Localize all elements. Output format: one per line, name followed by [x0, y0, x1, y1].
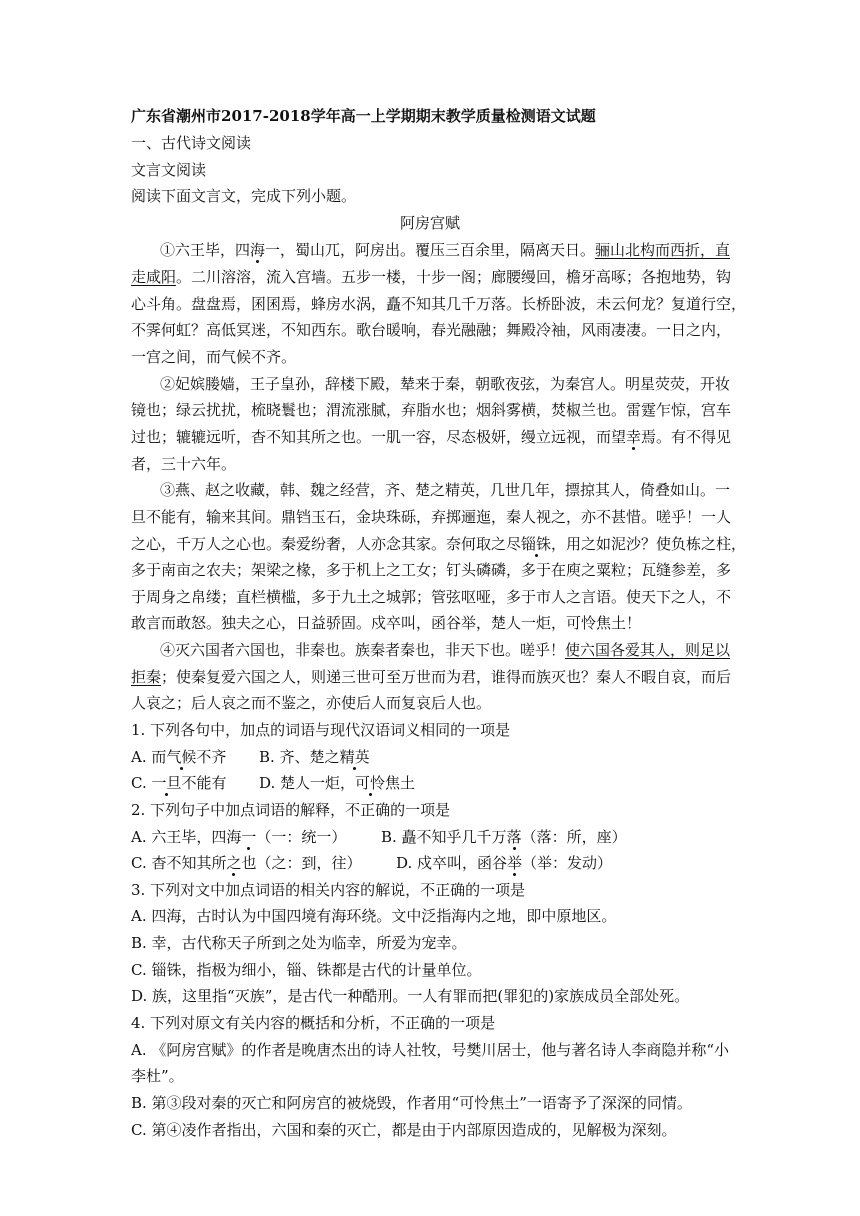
dotted-word: 精英 [339, 748, 370, 766]
instruction-text: 阅读下面文言文，完成下列小题。 [131, 187, 357, 205]
question-4-option-c: C. 第④凌作者指出，六国和秦的灭亡，都是由于内部原因造成的，见解极为深刻。 [131, 1121, 677, 1139]
paragraph-3-line-2: 旦不能有，输来其间。鼎铛玉石，金块珠砾，弃掷逦迤，秦人视之，亦不甚惜。嗟乎！一人 [131, 508, 732, 526]
dotted-word: 落 [506, 828, 522, 846]
dotted-word: 幸 [626, 428, 642, 446]
question-1-option-a: A. 而气候不齐 [131, 748, 227, 766]
section-heading: 一、古代诗文阅读 [131, 134, 252, 152]
dotted-word: 之 [226, 854, 242, 872]
paragraph-2-line-3: 过也；辘辘远听，杳不知其所之也。一肌一容，尽态极妍，缦立远视，而望幸焉。有不得见 [131, 428, 732, 446]
paragraph-3-line-4: 多于南亩之农夫；架梁之椽，多于机上之工女；钉头磷磷，多于在庾之粟粒；瓦缝参差，多 [131, 561, 732, 579]
paragraph-3-line-6: 敢言而敢怒。独夫之心，日益骄固。戍卒叫，函谷举，楚人一炬，可怜焦土！ [131, 614, 642, 632]
underlined-phrase: 拒秦 [131, 668, 162, 686]
question-3-option-b: B. 幸，古代称天子所到之处为临幸，所爱为宠幸。 [131, 934, 467, 952]
dotted-word: 海 [250, 241, 266, 259]
question-4-option-a-line-1: A. 《阿房宫赋》的作者是晚唐杰出的诗人社牧，号樊川居士，他与著名诗人李商隐并称“小 [131, 1041, 730, 1059]
dotted-word: 可怜 [355, 774, 386, 792]
underlined-phrase: 使六国各爱其人，则足以 [565, 641, 731, 659]
question-4-option-a-line-2: 李杜”。 [131, 1067, 184, 1085]
question-1-stem: 1. 下列各句中，加点的词语与现代汉语词义相同的一项是 [131, 721, 511, 739]
question-1-option-d: D. 楚人一炬，可怜焦土 [259, 774, 416, 792]
paragraph-1-line-5: 一宫之间，而气候不齐。 [131, 348, 297, 366]
paragraph-4-line-1: ④灭六国者六国也，非秦也。族秦者秦也，非天下也。嗟乎！使六国各爱其人，则足以 [160, 641, 731, 659]
paragraph-2-line-2: 镜也；绿云扰扰，梳晓鬟也；渭流涨腻，弃脂水也；烟斜雾横，焚椒兰也。雷霆乍惊，宫车 [131, 401, 732, 419]
paragraph-3-line-5: 于周身之帛缕；直栏横槛，多于九土之城郭；管弦呕哑，多于市人之言语。使天下之人，不 [131, 588, 732, 606]
paragraph-4-line-3: 人哀之；后人哀之而不鉴之，亦使后人而复哀后人也。 [131, 694, 492, 712]
essay-title: 阿房宫赋 [399, 214, 460, 232]
paragraph-1-line-4: 不霁何虹？高低冥迷，不知西东。歌台暖响，春光融融；舞殿冷袖，风雨凄凄。一日之内， [131, 321, 732, 339]
paragraph-3-line-1: ③燕、赵之收藏，韩、魏之经营，齐、楚之精英，几世几年，摽掠其人，倚叠如山。一 [160, 481, 731, 499]
question-2-stem: 2. 下列句子中加点词语的解释，不正确的一项是 [131, 801, 451, 819]
question-1-option-b: B. 齐、楚之精英 [259, 748, 370, 766]
paragraph-2-line-1: ②妃嫔媵嫱，王子皇孙，辞楼下殿，辇来于秦，朝歌夜弦，为秦宫人。明星荧荧，开妆 [160, 375, 731, 393]
dotted-word: 一旦 [151, 774, 182, 792]
question-3-option-d: D. 族，这里指“灭族”，是古代一种酷刑。一人有罪而把(罪犯的)家族成员全部处死。 [131, 987, 690, 1005]
question-2-option-d: D. 戍卒叫，函谷举（举：发动） [396, 854, 613, 872]
question-1-option-c: C. 一旦不能有 [131, 774, 227, 792]
dotted-word: 气候 [166, 748, 197, 766]
question-2-option-b: B. 矗不知乎几千万落（落：所，座） [381, 828, 627, 846]
underlined-phrase: 走咸阳 [131, 268, 177, 286]
document-title: 广东省潮州市2017-2018学年高一上学期期末教学质量检测语文试题 [131, 107, 596, 125]
dotted-word: 锱铢 [521, 535, 552, 553]
paragraph-3-line-3: 之心，千万人之心也。秦爱纷奢，人亦念其家。奈何取之尽锱铢，用之如泥沙？使负栋之柱， [131, 535, 747, 553]
question-3-stem: 3. 下列对文中加点词语的相关内容的解说，不正确的一项是 [131, 881, 526, 899]
question-3-option-c: C. 锱铢，指极为细小，锱、铢都是古代的计量单位。 [131, 961, 482, 979]
paragraph-4-line-2: 拒秦；使秦复爱六国之人，则递三世可至万世而为君，谁得而族灭也？秦人不暇自哀，而后 [131, 668, 732, 686]
question-4-option-b: B. 第③段对秦的灭亡和阿房宫的被烧毁，作者用“可怜焦土”一语寄予了深深的同情。 [131, 1094, 692, 1112]
question-4-stem: 4. 下列对原文有关内容的概括和分析，不正确的一项是 [131, 1014, 496, 1032]
paragraph-1-line-3: 心斗角。盘盘焉，囷囷焉，蜂房水涡，矗不知其几千万落。长桥卧波，未云何龙？复道行空， [131, 295, 747, 313]
paragraph-1-line-2: 走咸阳。二川溶溶，流入宫墙。五步一楼，十步一阁；廊腰缦回，檐牙高啄；各抱地势，钩 [131, 268, 732, 286]
dotted-word: 举 [507, 854, 523, 872]
paragraph-2-line-4: 者，三十六年。 [131, 455, 237, 473]
question-2-option-c: C. 杳不知其所之也（之：到，往） [131, 854, 362, 872]
subsection-heading: 文言文阅读 [131, 161, 207, 179]
question-3-option-a: A. 四海，古时认为中国四境有海环绕。文中泛指海内之地，即中原地区。 [131, 907, 617, 925]
paragraph-1-line-1: ①六王毕，四海一，蜀山兀，阿房出。覆压三百余里，隔离天日。骊山北构而西折，直 [160, 241, 731, 259]
question-2-option-a: A. 六王毕，四海一（一：统一） [131, 828, 347, 846]
dotted-word: 一 [241, 828, 257, 846]
underlined-phrase: 骊山北构而西折，直 [595, 241, 731, 259]
